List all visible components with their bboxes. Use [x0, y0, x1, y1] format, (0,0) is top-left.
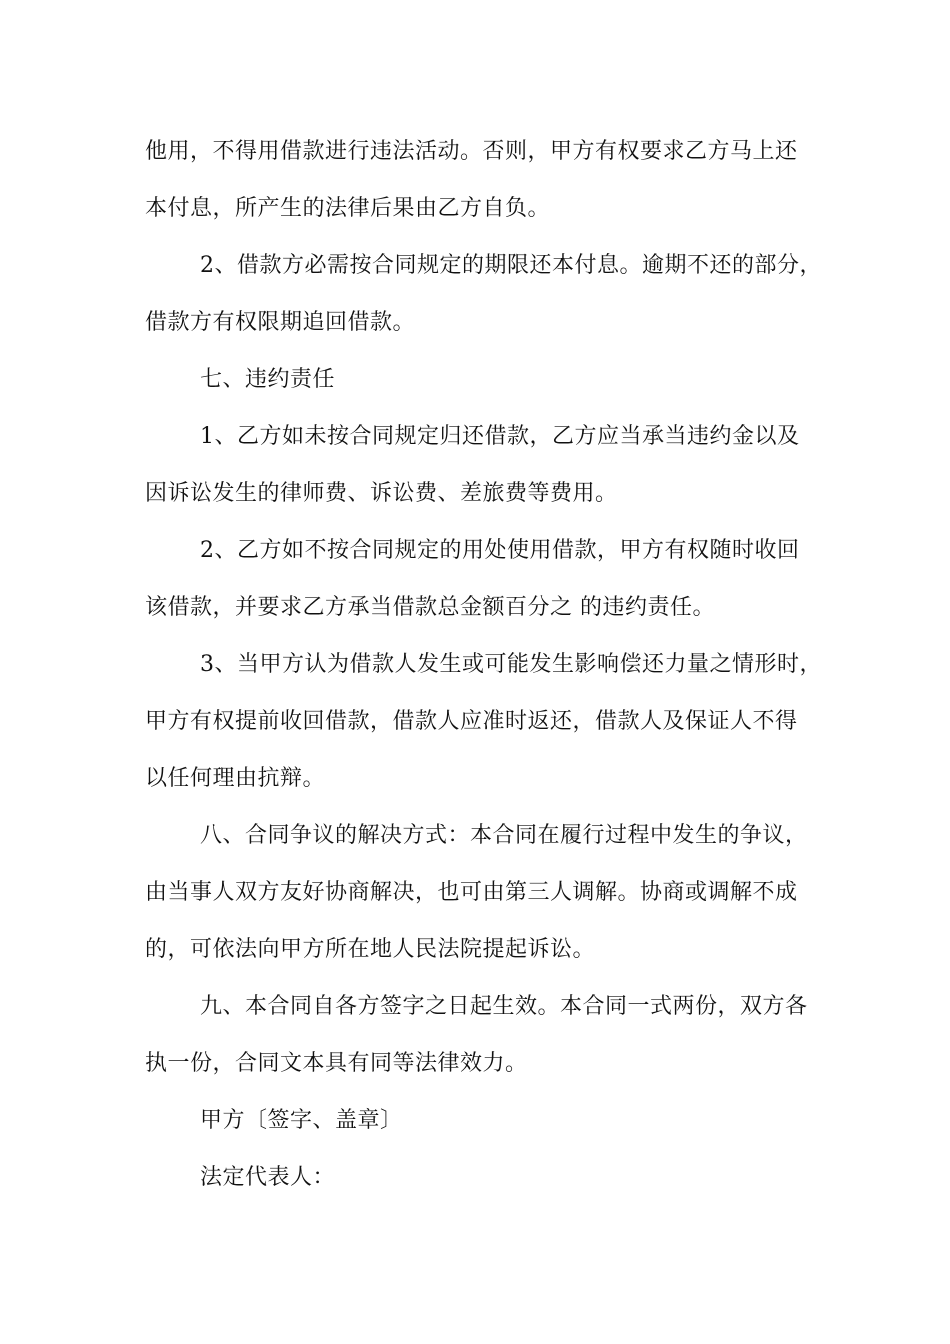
text-line: 他用，不得用借款进行违法活动。否则，甲方有权要求乙方马上还	[145, 139, 798, 164]
text-line: 1、乙方如未按合同规定归还借款，乙方应当承当违约金以及	[200, 424, 800, 449]
section-heading: 九、本合同自各方签字之日起生效。本合同一式两份，双方各	[200, 994, 808, 1019]
text-line: 由当事人双方友好协商解决，也可由第三人调解。协商或调解不成	[145, 880, 798, 905]
section-heading: 七、违约责任	[200, 367, 336, 392]
signature-party-a: 甲方〔签字、盖章〕	[200, 1108, 403, 1133]
text-line: 因诉讼发生的律师费、诉讼费、差旅费等费用。	[145, 481, 618, 506]
section-heading: 八、合同争议的解决方式：本合同在履行过程中发生的争议，	[200, 823, 808, 848]
text-line: 执一份，合同文本具有同等法律效力。	[145, 1051, 528, 1076]
text-line: 的，可依法向甲方所在地人民法院提起诉讼。	[145, 937, 596, 962]
text-line: 以任何理由抗辩。	[145, 766, 326, 791]
text-line: 借款方有权限期追回借款。	[145, 310, 416, 335]
text-line: 2、乙方如不按合同规定的用处使用借款，甲方有权随时收回	[200, 538, 800, 563]
text-line: 甲方有权提前收回借款，借款人应准时返还，借款人及保证人不得	[145, 709, 798, 734]
text-line: 2、借款方必需按合同规定的期限还本付息。逾期不还的部分，	[200, 253, 822, 278]
text-line: 该借款，并要求乙方承当借款总金额百分之 的违约责任。	[145, 595, 715, 620]
legal-representative-label: 法定代表人：	[200, 1165, 336, 1190]
text-line: 3、当甲方认为借款人发生或可能发生影响偿还力量之情形时，	[200, 652, 822, 677]
text-line: 本付息，所产生的法律后果由乙方自负。	[145, 196, 551, 221]
